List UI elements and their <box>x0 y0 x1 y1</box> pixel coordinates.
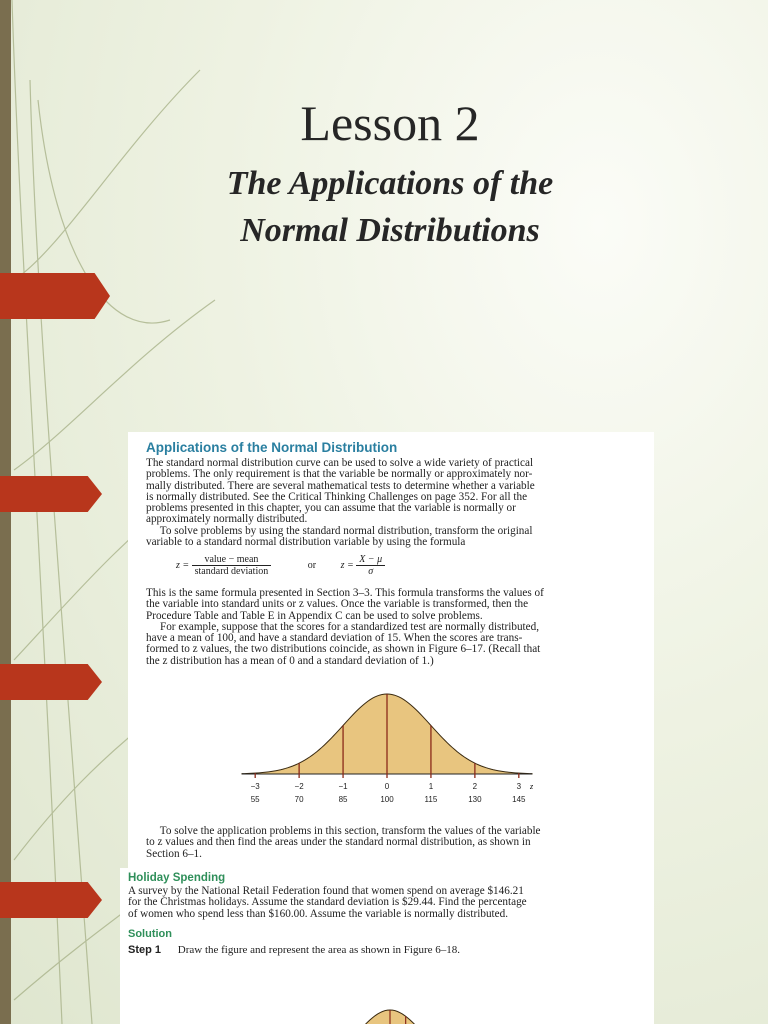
text-line: the z distribution has a mean of 0 and a standard deviation of 1.) <box>146 654 434 667</box>
text-line: To solve problems by using the standard normal distribution, transform the original <box>146 524 533 537</box>
z-tick-label: −3 <box>250 782 260 791</box>
normal-distribution-chart <box>236 682 546 812</box>
text-line: The standard normal distribution curve can be used to solve a wide variety of practical <box>146 457 534 469</box>
formula-numerator: value − mean <box>192 554 272 566</box>
text-line: approximately normally distributed. <box>146 513 308 526</box>
step-text: Draw the figure and represent the area as shown in Figure 6–18. <box>177 944 461 956</box>
text-line: have a mean of 100, and have a standard deviation of 15. When the scores are trans- <box>146 632 523 645</box>
subtitle-line: Normal Distributions <box>240 212 540 249</box>
text-line: formed to z values, the two distributions coincide, as shown in Figure 6–17. (Recall that <box>146 643 541 656</box>
slide-subtitle <box>140 160 640 254</box>
text-line: of women who spend less than $160.00. Assume the variable is normally distributed. <box>128 907 509 920</box>
section-heading: Applications of the Normal Distribution <box>146 440 398 455</box>
formula-numerator-symbols: X − μ <box>356 554 385 566</box>
formula-lhs: z = <box>176 559 190 571</box>
example-heading: Holiday Spending <box>128 872 226 884</box>
step-label: Step 1 <box>128 944 162 956</box>
text-line: problems. The only requirement is that the variable be normally or approximately nor- <box>146 468 533 481</box>
formula-fraction-symbols <box>356 554 385 577</box>
z-tick-label: −2 <box>294 782 304 791</box>
text-line: is normally distributed. See the Critical Thinking Challenges on page 352. For all the <box>146 490 528 503</box>
score-tick-label: 85 <box>338 795 348 804</box>
text-line: the variable into standard units or z values. Once the variable is transformed, then the <box>146 598 529 611</box>
score-tick-label: 100 <box>380 795 394 804</box>
textbook-page-image <box>128 432 654 868</box>
axis-symbol: z <box>530 782 534 791</box>
accent-tab-1 <box>0 273 110 319</box>
text-line: problems presented in this chapter, you can assume that the variable is normally or <box>146 502 516 515</box>
text-line: to z values and then find the areas under the standard normal distribution, as shown in <box>146 836 531 849</box>
formula-fraction-words <box>192 554 272 577</box>
step-1 <box>128 944 460 956</box>
text-line: This is the same formula presented in Section 3–3. This formula transforms the values of <box>146 587 544 599</box>
formula-lhs-2: z = <box>340 559 354 571</box>
text-line: variable to a standard normal distribution variable by using the formula <box>146 536 466 549</box>
slide-title: Lesson 2 <box>300 95 480 151</box>
paragraph-2 <box>146 588 632 667</box>
score-tick-label: 145 <box>512 795 526 804</box>
formula-denominator: standard deviation <box>194 566 269 577</box>
formula-or: or <box>307 559 317 571</box>
figure-6-18-partial <box>290 958 490 1024</box>
z-tick-label: 2 <box>472 782 478 791</box>
score-tick-label: 55 <box>250 795 260 804</box>
accent-tab-3 <box>0 664 102 700</box>
accent-tab-2 <box>0 476 102 512</box>
subtitle-line: The Applications of the <box>226 165 554 202</box>
z-tick-label: 1 <box>428 782 434 791</box>
paragraph-1 <box>146 458 632 548</box>
solution-label: Solution <box>128 928 172 940</box>
formula-denominator-symbols: σ <box>368 566 374 577</box>
title-block <box>140 92 640 254</box>
text-line: For example, suppose that the scores for a standardized test are normally distributed, <box>146 620 540 633</box>
text-line: A survey by the National Retail Federation found that women spend on average $146.21 <box>128 885 524 897</box>
z-formula <box>176 554 385 577</box>
score-tick-label: 115 <box>424 795 438 804</box>
text-line: for the Christmas holidays. Assume the standard deviation is $29.44. Find the percentage <box>128 896 527 909</box>
text-line: Procedure Table and Table E in Appendix C can be used to solve problems. <box>146 609 483 622</box>
accent-tab-4 <box>0 882 102 918</box>
text-line: To solve the application problems in this section, transform the values of the variable <box>146 825 541 837</box>
text-line: Section 6–1. <box>146 847 202 860</box>
paragraph-3 <box>146 826 632 860</box>
z-tick-label: 3 <box>516 782 522 791</box>
score-tick-label: 130 <box>468 795 482 804</box>
score-tick-label: 70 <box>294 795 304 804</box>
z-tick-label: 0 <box>384 782 390 791</box>
text-line: mally distributed. There are several mathematical tests to determine whether a variable <box>146 479 535 492</box>
example-text <box>128 886 650 920</box>
z-tick-label: −1 <box>338 782 348 791</box>
textbook-example-image <box>120 868 654 1024</box>
